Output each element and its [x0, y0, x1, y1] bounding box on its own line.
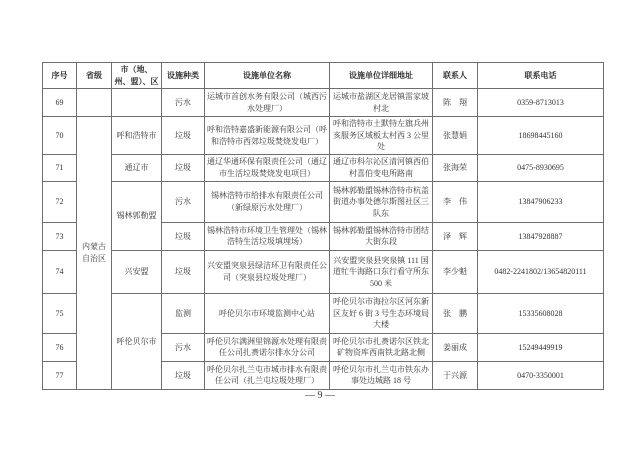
col-header-city: 市（地、州、盟）、区: [112, 63, 162, 89]
cell-address: 兴安盟突泉县突泉镇 111 国道牤牛海路口东行看守所东 500 米: [330, 250, 433, 293]
cell-phone: 0475-8930695: [478, 154, 604, 181]
cell-name: 通辽华通环保有限责任公司（通辽市生活垃圾焚烧发电项目）: [205, 154, 330, 181]
cell-phone: 13847928887: [478, 222, 604, 250]
cell-contact: 李少魁: [433, 250, 478, 293]
cell-index: 72: [43, 181, 77, 222]
col-header-province: 省级: [77, 63, 112, 89]
cell-type: 污水: [162, 181, 205, 222]
cell-index: 74: [43, 250, 77, 293]
cell-contact: 于兴源: [433, 361, 478, 389]
cell-phone: 15249449919: [478, 333, 604, 361]
cell-city: 通辽市: [112, 154, 162, 181]
cell-type: 垃圾: [162, 117, 205, 155]
col-header-name: 设施单位名称: [205, 63, 330, 89]
cell-address: 运城市盐湖区龙居镇雷家坡村北: [330, 89, 433, 117]
table-row: [43, 89, 604, 117]
cell-name: 运城市首创水务有限公司（城西污水处理厂）: [205, 89, 330, 117]
cell-contact: 张慧娟: [433, 117, 478, 155]
cell-city: 呼伦贝尔市: [112, 293, 162, 389]
cell-address: 锡林郭勒盟锡林浩特市杭盖街道办事处德尔斯图社区三队东: [330, 181, 433, 222]
table-row: [43, 154, 604, 181]
cell-contact: 李 伟: [433, 181, 478, 222]
col-header-address: 设施单位详细地址: [330, 63, 433, 89]
cell-name: 锡林浩特市给排水有限责任公司（新绿原污水处理厂）: [205, 181, 330, 222]
cell-type: 监测: [162, 293, 205, 333]
cell-type: 垃圾: [162, 154, 205, 181]
cell-city: 呼和浩特市: [112, 117, 162, 155]
cell-address: 通辽市科尔沁区清河镇西伯村喜伯变电所路南: [330, 154, 433, 181]
cell-contact: 泽 辉: [433, 222, 478, 250]
cell-index: 76: [43, 333, 77, 361]
cell-type: 垃圾: [162, 361, 205, 389]
table-row: [43, 250, 604, 293]
cell-index: 69: [43, 89, 77, 117]
col-header-phone: 联系电话: [478, 63, 604, 89]
cell-name: 呼伦贝尔扎兰屯市城市排水有限责任公司（扎兰屯垃圾处理厂）: [205, 361, 330, 389]
cell-address: 呼伦贝尔市扎兰屯市铁东办事处边城路 18 号: [330, 361, 433, 389]
cell-contact: 陈 翔: [433, 89, 478, 117]
cell-contact: 姜丽成: [433, 333, 478, 361]
table-header-row: [43, 63, 604, 89]
cell-name: 锡林浩特市环境卫生管理处（锡林浩特生活垃圾填埋场）: [205, 222, 330, 250]
cell-province: 内蒙古自治区: [77, 117, 112, 390]
cell-address: 呼伦贝尔市扎赉诺尔区铁北矿物资库西南铁北路北侧: [330, 333, 433, 361]
cell-name: 呼和浩特嘉盛新能源有限公司（呼和浩特市西郊垃圾焚烧发电厂）: [205, 117, 330, 155]
cell-index: 73: [43, 222, 77, 250]
table-row: [43, 117, 604, 155]
cell-name: 呼伦贝尔市环境监测中心站: [205, 293, 330, 333]
cell-address: 呼伦贝尔市海拉尔区河东新区友好 6 街 3 号生态环境局大楼: [330, 293, 433, 333]
cell-province: [77, 89, 112, 117]
cell-city: 兴安盟: [112, 250, 162, 293]
cell-contact: 张海荣: [433, 154, 478, 181]
cell-phone: 15335608028: [478, 293, 604, 333]
cell-index: 75: [43, 293, 77, 333]
cell-type: 污水: [162, 333, 205, 361]
facility-table: [42, 62, 604, 390]
cell-address: 呼和浩特市土默特左旗兵州亥服务区域板太村西 3 公里处: [330, 117, 433, 155]
cell-index: 77: [43, 361, 77, 389]
cell-phone: 0359-8713013: [478, 89, 604, 117]
col-header-index: 序号: [43, 63, 77, 89]
page-number: — 9 —: [305, 390, 335, 401]
cell-city: [112, 89, 162, 117]
cell-phone: 0482-2241802/13654820111: [478, 250, 604, 293]
cell-type: 污水: [162, 89, 205, 117]
cell-phone: 0470-3350001: [478, 361, 604, 389]
cell-index: 70: [43, 117, 77, 155]
cell-name: 呼伦贝尔满洲里锦源水处理有限责任公司扎赉诺尔排水分公司: [205, 333, 330, 361]
cell-phone: 13847906233: [478, 181, 604, 222]
cell-name: 兴安盟突泉县绿洁环卫有限责任公司（突泉县垃圾处理厂）: [205, 250, 330, 293]
cell-city: 锡林郭勒盟: [112, 181, 162, 250]
cell-contact: 张 鹏: [433, 293, 478, 333]
col-header-contact: 联系人: [433, 63, 478, 89]
table-row: [43, 181, 604, 222]
cell-type: 垃圾: [162, 222, 205, 250]
col-header-type: 设施种类: [162, 63, 205, 89]
cell-address: 锡林郭勒盟锡林浩特市团结大街东段: [330, 222, 433, 250]
table-row: [43, 293, 604, 333]
cell-type: 垃圾: [162, 250, 205, 293]
cell-phone: 18698445160: [478, 117, 604, 155]
cell-index: 71: [43, 154, 77, 181]
